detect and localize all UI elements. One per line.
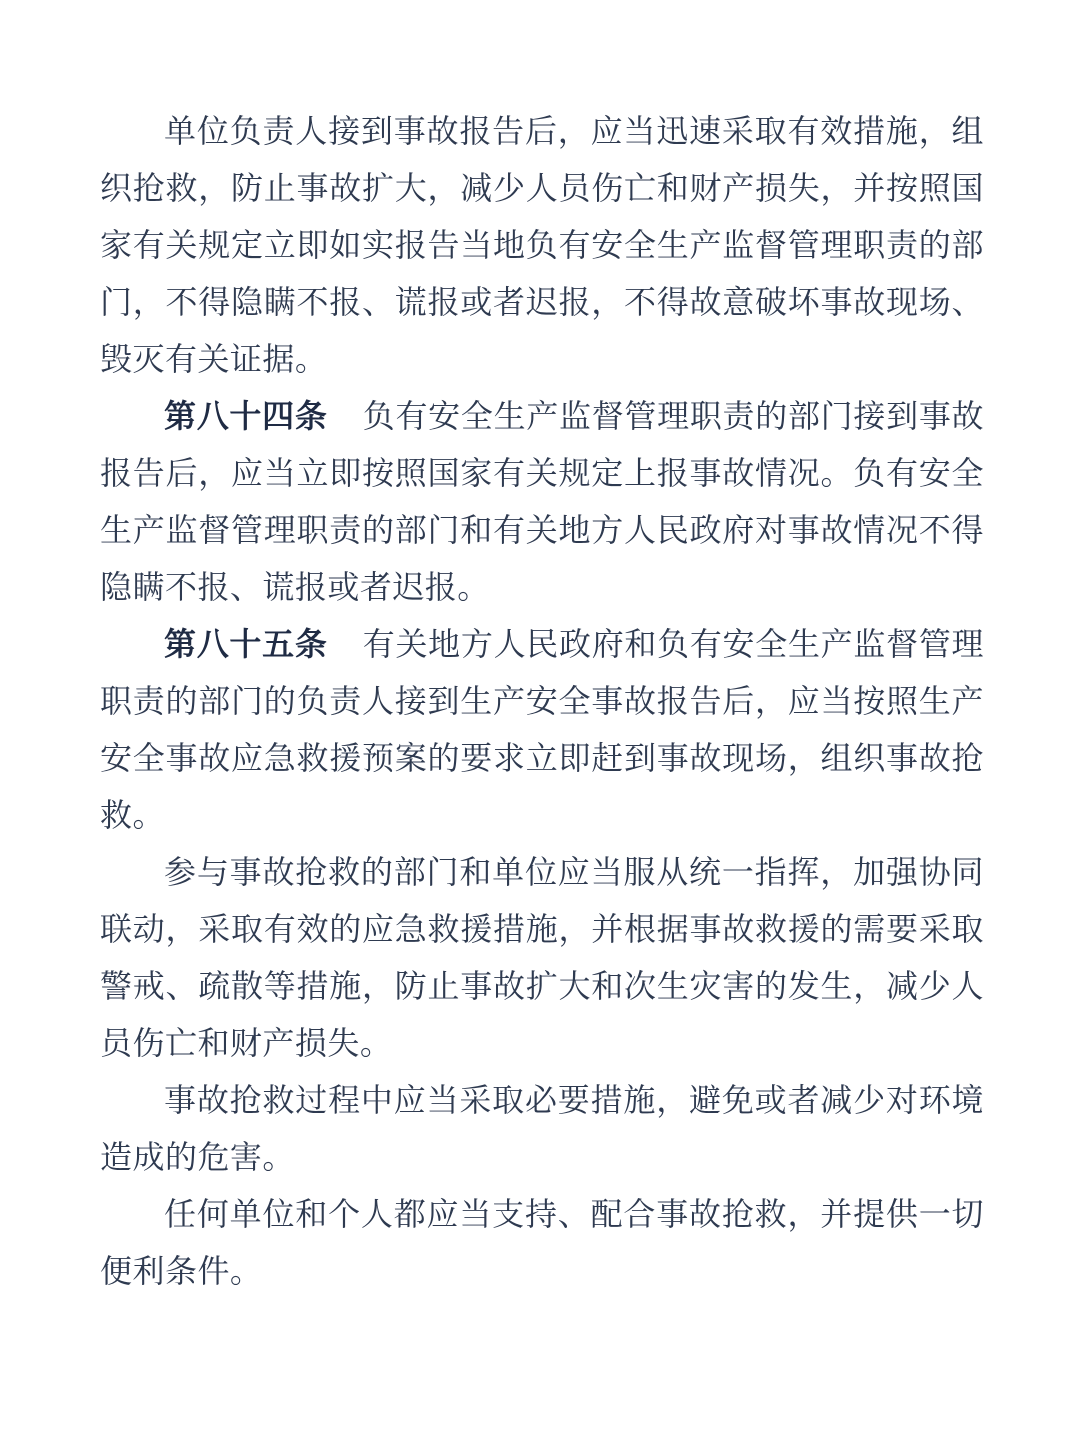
paragraph bbox=[100, 388, 984, 616]
paragraph bbox=[100, 1072, 984, 1186]
paragraph-text: 单位负责人接到事故报告后，应当迅速采取有效措施，组织抢救，防止事故扩大，减少人员伤亡和财产损失，并按照国家有关规定立即如实报告当地负有安全生产监督管理职责的部门，不得隐瞒不报、谎报或者迟报，不得故意破坏事故现场、毁灭有关证据。 bbox=[100, 113, 984, 377]
article-number: 第八十四条 bbox=[164, 398, 328, 434]
paragraph-text: 负有安全生产监督管理职责的部门接到事故报告后，应当立即按照国家有关规定上报事故情况。负有安全生产监督管理职责的部门和有关地方人民政府对事故情况不得隐瞒不报、谎报或者迟报。 bbox=[100, 398, 985, 605]
paragraph-text: 任何单位和个人都应当支持、配合事故抢救，并提供一切便利条件。 bbox=[100, 1196, 984, 1289]
paragraph-text: 有关地方人民政府和负有安全生产监督管理职责的部门的负责人接到生产安全事故报告后，应当按照生产安全事故应急救援预案的要求立即赶到事故现场，组织事故抢救。 bbox=[100, 626, 985, 833]
paragraph bbox=[100, 103, 984, 388]
paragraph bbox=[100, 844, 984, 1072]
article-number: 第八十五条 bbox=[164, 626, 328, 662]
paragraph bbox=[100, 616, 984, 844]
document-content bbox=[100, 103, 984, 1300]
paragraph-text: 事故抢救过程中应当采取必要措施，避免或者减少对环境造成的危害。 bbox=[100, 1082, 984, 1175]
paragraph-text: 参与事故抢救的部门和单位应当服从统一指挥，加强协同联动，采取有效的应急救援措施，并根据事故救援的需要采取警戒、疏散等措施，防止事故扩大和次生灾害的发生，减少人员伤亡和财产损失。 bbox=[100, 854, 984, 1061]
paragraph bbox=[100, 1186, 984, 1300]
